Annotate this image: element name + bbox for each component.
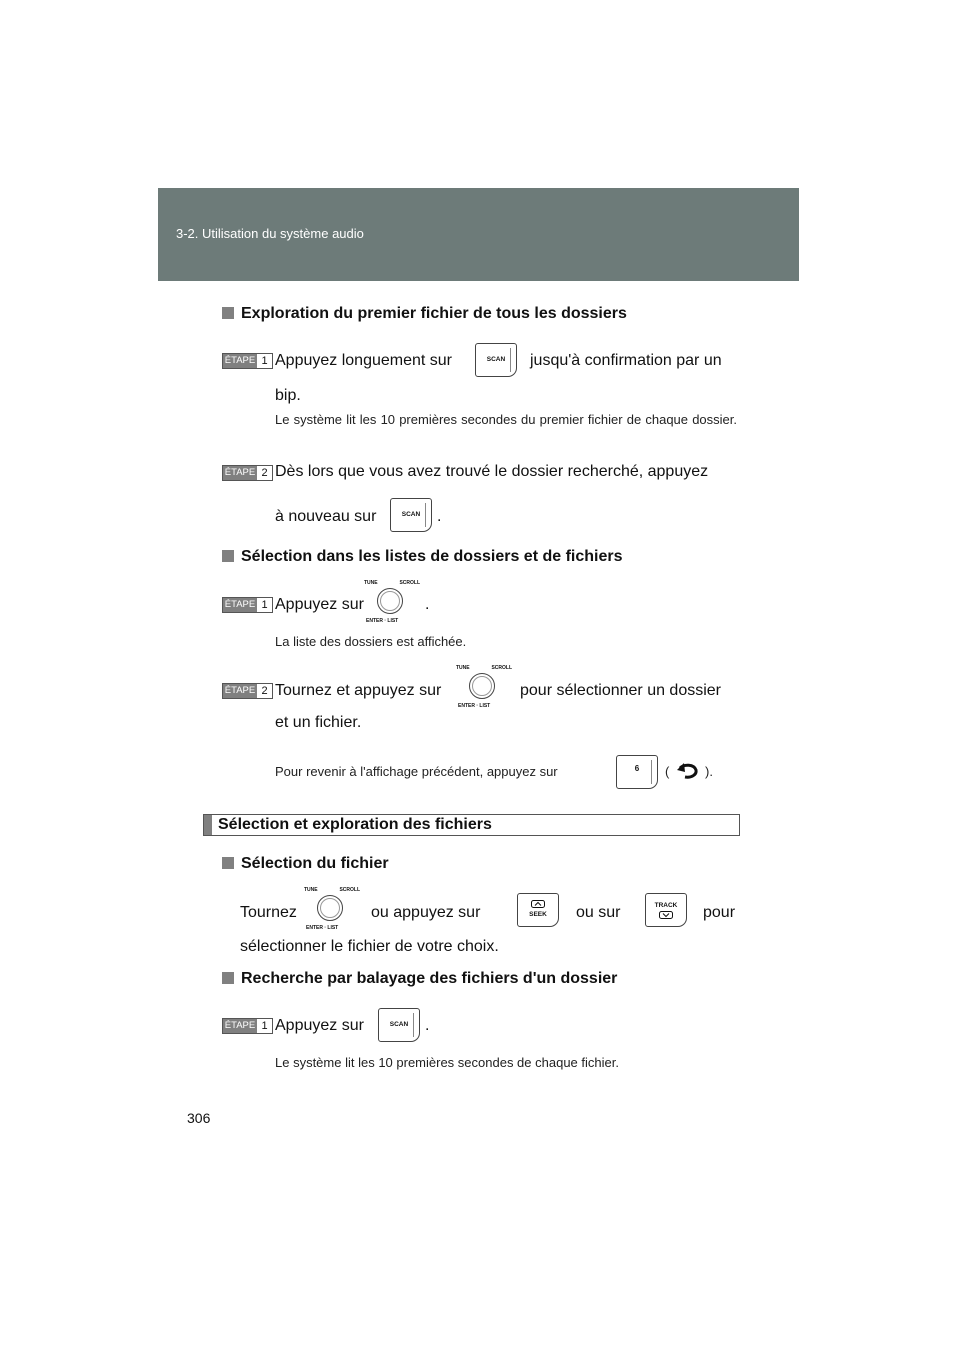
body-word: pour — [703, 904, 736, 921]
button-caption: SCAN — [389, 1021, 409, 1028]
button-caption: SCAN — [401, 511, 421, 518]
step-text: à nouveau sur — [275, 508, 377, 525]
heading-folder-scan — [222, 970, 617, 988]
note-text: Pour revenir à l'affichage précédent, appuyez sur — [275, 764, 558, 779]
step-label: ÉTAPE — [224, 685, 256, 696]
heading-exploration — [222, 305, 627, 323]
body-word: ou appuyez sur — [371, 904, 481, 921]
step-number: 1 — [261, 1020, 268, 1032]
bullet-square-icon — [222, 307, 234, 319]
step-text: pour sélectionner un dossier — [520, 682, 722, 699]
scan-button — [475, 343, 517, 377]
step-badge — [222, 683, 273, 699]
return-arrow-icon — [676, 761, 702, 781]
tune-scroll-knob-icon: TUNE SCROLL ENTER · LIST — [304, 887, 360, 931]
step-text: Dès lors que vous avez trouvé le dossier recherché, appuyez — [275, 463, 709, 480]
button-caption: SCAN — [486, 356, 506, 363]
note-text: Le système lit les 10 premières secondes du premier fichier de chaque dossier. — [275, 412, 737, 427]
step-text-cont: et un fichier. — [275, 714, 362, 731]
paren-close: ). — [705, 764, 713, 779]
step-label: ÉTAPE — [224, 467, 256, 478]
step-badge — [222, 1018, 273, 1034]
step-text: . — [437, 508, 442, 525]
step-label: ÉTAPE — [224, 355, 256, 366]
button-caption: 6 — [634, 764, 640, 773]
section-title-box — [203, 814, 740, 836]
scan-button — [390, 498, 432, 532]
heading-text: Sélection du fichier — [241, 855, 389, 872]
step-text: . — [425, 1017, 430, 1034]
step-text-cont: bip. — [275, 387, 301, 404]
section-title: Sélection et exploration des fichiers — [218, 816, 492, 833]
note-text: La liste des dossiers est affichée. — [275, 634, 467, 649]
step-text: Tournez et appuyez sur — [275, 682, 442, 699]
step-badge — [222, 597, 273, 613]
step-badge — [222, 465, 273, 481]
tune-scroll-knob-icon: TUNE SCROLL ENTER · LIST — [456, 665, 512, 709]
step-text: jusqu'à confirmation par un — [530, 352, 722, 369]
track-button — [645, 893, 687, 927]
step-text: Appuyez longuement sur — [275, 352, 452, 369]
step-text: . — [425, 596, 430, 613]
section-bar — [204, 815, 212, 835]
heading-text: Exploration du premier fichier de tous les dossiers — [241, 305, 627, 322]
heading-text: Recherche par balayage des fichiers d'un dossier — [241, 970, 618, 987]
heading-file-selection — [222, 855, 389, 873]
body-text: sélectionner le fichier de votre choix. — [240, 938, 499, 955]
heading-text: Sélection dans les listes de dossiers et de fichiers — [241, 548, 623, 565]
breadcrumb: 3-2. Utilisation du système audio — [176, 226, 364, 241]
paren-open: ( — [665, 764, 670, 779]
page-number: 306 — [187, 1110, 211, 1126]
step-number: 2 — [261, 467, 268, 479]
chevron-up-icon — [531, 900, 545, 908]
step-text: Appuyez sur — [275, 596, 364, 613]
tune-scroll-knob-icon: TUNE SCROLL ENTER · LIST — [364, 580, 420, 624]
heading-selection-lists — [222, 548, 623, 566]
button-caption: SEEK — [529, 911, 547, 918]
step-text: Appuyez sur — [275, 1017, 364, 1034]
body-word: Tournez — [240, 904, 297, 921]
step-number: 2 — [261, 685, 268, 697]
scan-button — [378, 1008, 420, 1042]
button-caption: TRACK — [654, 902, 678, 909]
body-word: ou sur — [576, 904, 621, 921]
preset-6-button — [616, 755, 658, 789]
bullet-square-icon — [222, 857, 234, 869]
note-text: Le système lit les 10 premières secondes de chaque fichier. — [275, 1055, 619, 1070]
header-band — [158, 188, 799, 281]
step-label: ÉTAPE — [224, 1020, 256, 1031]
step-badge — [222, 353, 273, 369]
seek-button — [517, 893, 559, 927]
step-label: ÉTAPE — [224, 599, 256, 610]
chevron-down-icon — [659, 911, 673, 919]
bullet-square-icon — [222, 972, 234, 984]
step-number: 1 — [261, 599, 268, 611]
bullet-square-icon — [222, 550, 234, 562]
step-number: 1 — [261, 355, 268, 367]
